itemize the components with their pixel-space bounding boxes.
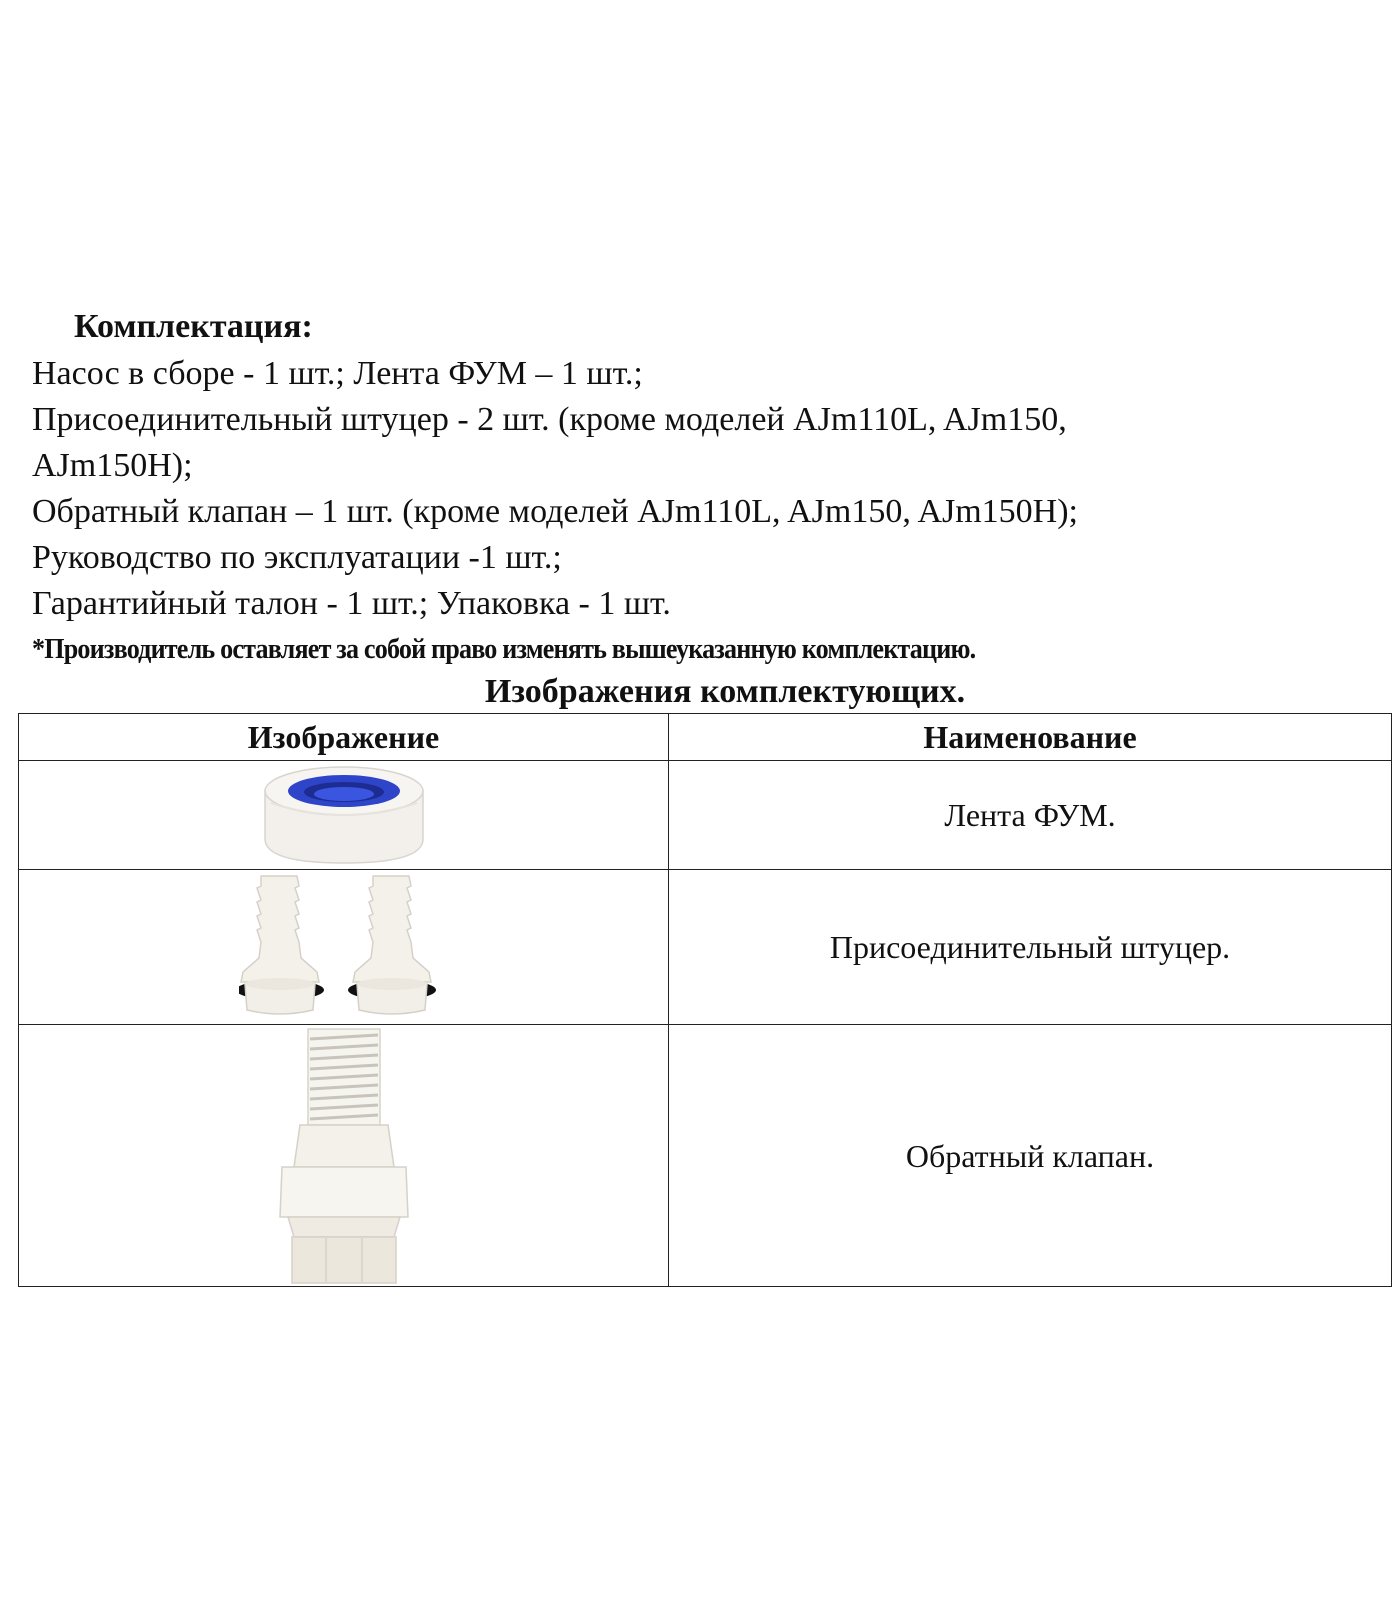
kit-heading: Комплектация: bbox=[74, 308, 313, 345]
kit-line: Гарантийный талон - 1 шт.; Упаковка - 1 шт. bbox=[32, 585, 671, 622]
manufacturer-note: *Производитель оставляет за собой право изменять вышеуказанную комплектацию. bbox=[32, 633, 976, 665]
image-cell bbox=[19, 1025, 669, 1287]
table-header-row bbox=[19, 714, 1392, 761]
ptfe-tape-roll-icon bbox=[259, 763, 429, 867]
component-name: Присоединительный штуцер. bbox=[669, 870, 1392, 1025]
image-cell bbox=[19, 870, 669, 1025]
kit-line: AJm150H); bbox=[32, 447, 193, 484]
table-row bbox=[19, 761, 1392, 870]
table-row bbox=[19, 1025, 1392, 1287]
kit-line: Обратный клапан – 1 шт. (кроме моделей AJm110L, AJm150, AJm150H); bbox=[32, 493, 1078, 530]
kit-line: Насос в сборе - 1 шт.; Лента ФУМ – 1 шт.; bbox=[32, 355, 643, 392]
header-name: Наименование bbox=[669, 714, 1392, 761]
kit-line: Руководство по эксплуатации -1 шт.; bbox=[32, 539, 562, 576]
components-table bbox=[18, 713, 1392, 1287]
component-name: Обратный клапан. bbox=[669, 1025, 1392, 1287]
image-cell bbox=[19, 761, 669, 870]
table-row bbox=[19, 870, 1392, 1025]
component-name: Лента ФУМ. bbox=[669, 761, 1392, 870]
kit-line: Присоединительный штуцер - 2 шт. (кроме моделей AJm110L, AJm150, bbox=[32, 401, 1067, 438]
hose-fittings-icon bbox=[239, 872, 449, 1022]
components-title: Изображения комплектующих. bbox=[484, 673, 966, 710]
header-image: Изображение bbox=[19, 714, 669, 761]
check-valve-icon bbox=[274, 1027, 414, 1285]
